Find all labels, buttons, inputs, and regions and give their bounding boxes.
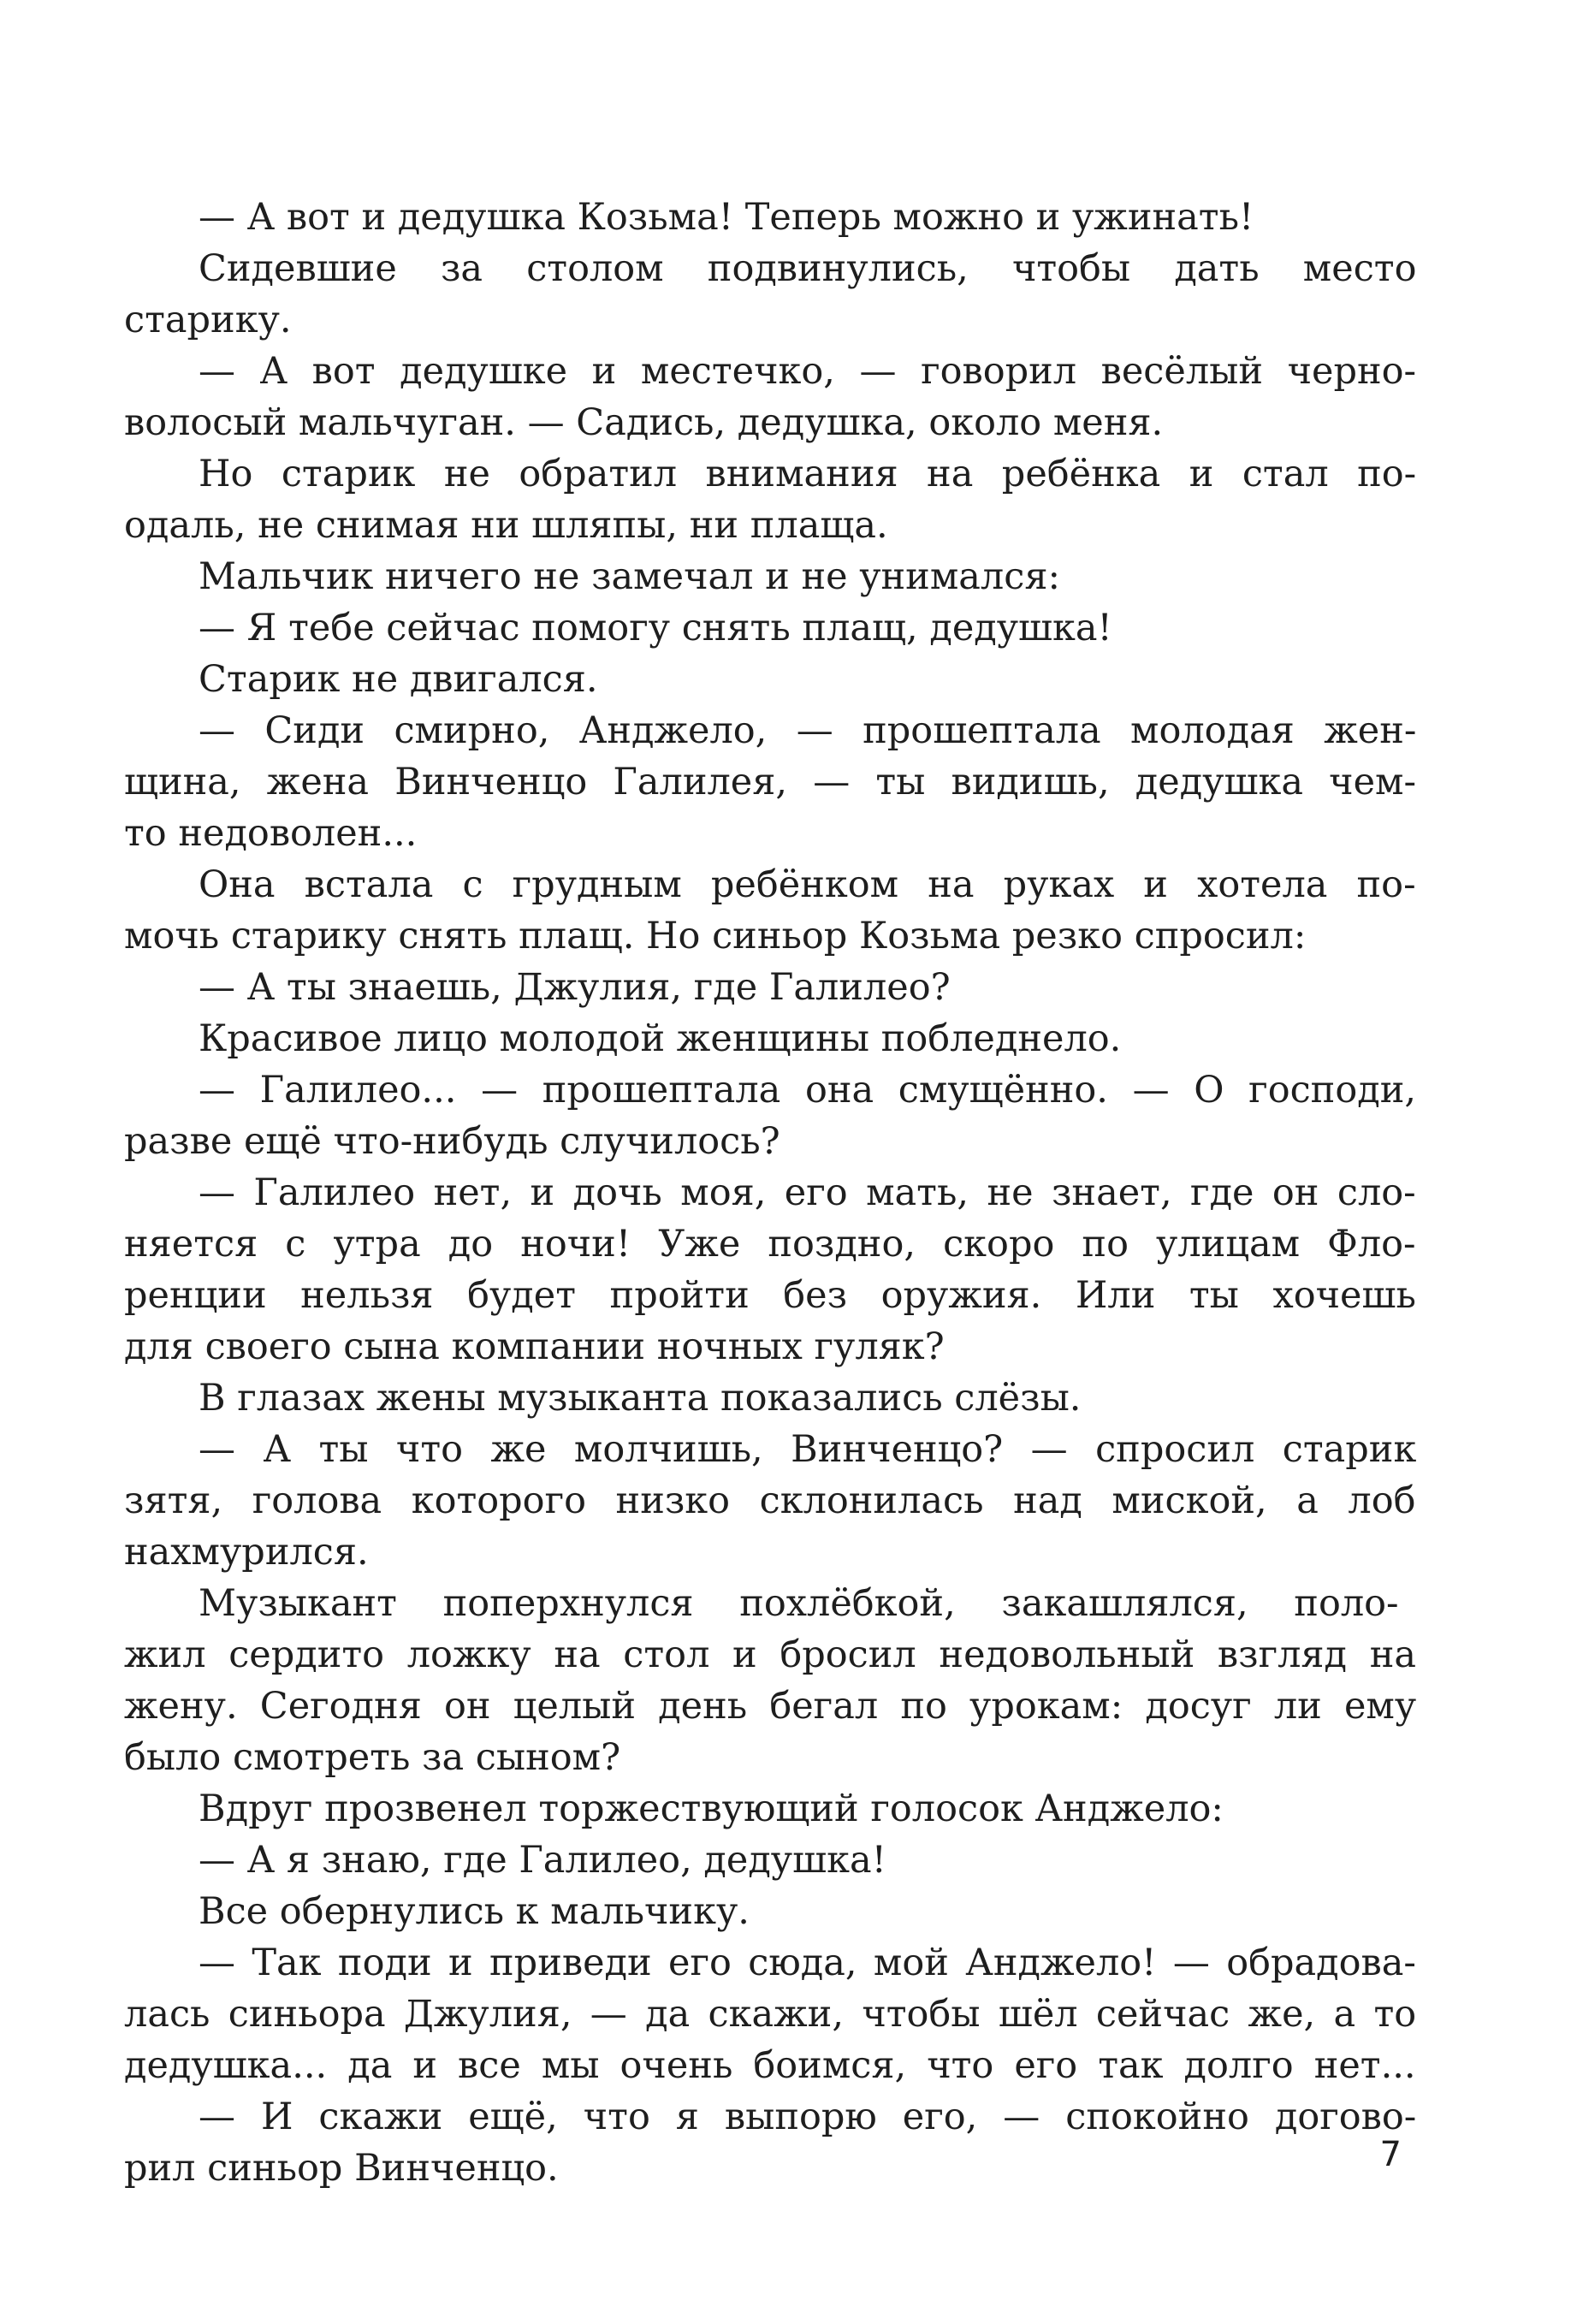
text-line: — Так поди и приведи его сюда, мой Анджело! — обрадова- <box>199 1942 1416 1984</box>
text-line: было смотреть за сыном? <box>124 1736 621 1779</box>
text-line: зятя, голова которого низко склонилась над миской, а лоб <box>124 1479 1416 1522</box>
text-line: Но старик не обратил внимания на ребёнка и стал по- <box>199 453 1417 495</box>
text-line: Красивое лицо молодой женщины побледнело. <box>199 1017 1122 1060</box>
text-line: — А вот и дедушка Козьма! Теперь можно и ужинать! <box>199 196 1254 239</box>
text-line: Музыкант поперхнулся похлёбкой, закашлялся, поло- <box>199 1582 1399 1625</box>
text-line: няется с утра до ночи! Уже поздно, скоро по улицам Фло- <box>124 1223 1416 1266</box>
text-line: — Я тебе сейчас помогу снять плащ, дедушка! <box>199 607 1112 649</box>
text-line: — А я знаю, где Галилео, дедушка! <box>199 1839 886 1882</box>
text-line: — А ты знаешь, Джулия, где Галилео? <box>199 966 951 1009</box>
text-line: то недоволен... <box>124 812 418 855</box>
text-line: — Галилео... — прошептала она смущённо. — О господи, <box>199 1069 1417 1112</box>
text-line: Вдруг прозвенел торжествующий голосок Анджело: <box>199 1787 1224 1830</box>
text-line: — А ты что же молчишь, Винченцо? — спросил старик <box>199 1428 1417 1471</box>
text-line: старику. <box>124 299 292 341</box>
text-line: мочь старику снять плащ. Но синьор Козьма резко спросил: <box>124 915 1307 957</box>
text-line: жену. Сегодня он целый день бегал по урокам: досуг ли ему <box>124 1685 1417 1728</box>
text-line: щина, жена Винченцо Галилея, — ты видишь, дедушка чем- <box>124 761 1416 803</box>
text-line: — И скажи ещё, что я выпорю его, — спокойно догово- <box>199 2096 1417 2138</box>
text-line: — Галилео нет, и дочь моя, его мать, не знает, где он сло- <box>199 1171 1416 1214</box>
text-line: В глазах жены музыканта показались слёзы. <box>199 1377 1082 1420</box>
page-number: 7 <box>1379 2135 1402 2174</box>
text-line: жил сердито ложку на стол и бросил недовольный взгляд на <box>124 1633 1416 1676</box>
text-line: дедушка... да и все мы очень боимся, что его так долго нет... <box>124 2044 1416 2087</box>
text-line: Она встала с грудным ребёнком на руках и хотела по- <box>199 863 1416 906</box>
text-line: разве ещё что-нибудь случилось? <box>124 1120 780 1163</box>
text-line: Мальчик ничего не замечал и не унимался: <box>199 555 1060 598</box>
text-line: для своего сына компании ночных гуляк? <box>124 1325 945 1368</box>
text-line: нахмурился. <box>124 1531 369 1574</box>
text-line: — А вот дедушке и местечко, — говорил весёлый черно- <box>199 350 1417 393</box>
text-line: Сидевшие за столом подвинулись, чтобы дать место <box>199 247 1417 290</box>
text-line: — Сиди смирно, Анджело, — прошептала молодая жен- <box>199 709 1417 752</box>
text-line: рил синьор Винченцо. <box>124 2147 559 2190</box>
text-line: лась синьора Джулия, — да скажи, чтобы шёл сейчас же, а то <box>124 1993 1417 2036</box>
text-line: одаль, не снимая ни шляпы, ни плаща. <box>124 504 888 547</box>
text-line: Все обернулись к мальчику. <box>199 1890 750 1933</box>
text-line: ренции нельзя будет пройти без оружия. Или ты хочешь <box>124 1274 1416 1317</box>
text-line: Старик не двигался. <box>199 658 598 701</box>
text-line: волосый мальчуган. — Садись, дедушка, около меня. <box>124 401 1164 444</box>
